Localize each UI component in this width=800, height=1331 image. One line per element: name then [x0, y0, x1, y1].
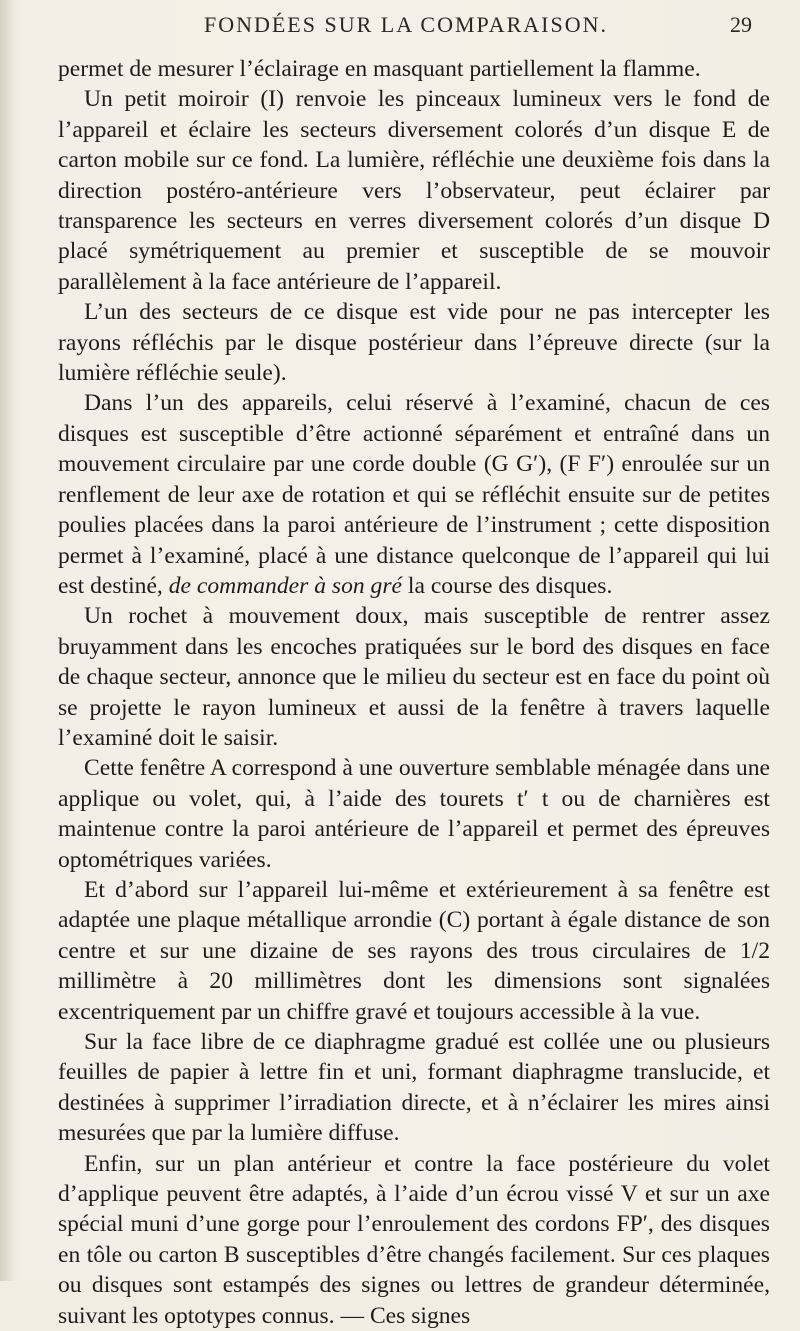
- running-title: FONDÉES SUR LA COMPARAISON.: [203, 12, 609, 37]
- paragraph: permet de mesurer l’éclairage en masquant partiellement la flamme.: [58, 56, 701, 82]
- paragraph: Enfin, sur un plan antérieur et contre la face postérieure du volet d’applique peuvent être adaptés, à l’aide d’un écrou vissé V et sur un axe spécial muni d’une gorge pour l’enroulement des cordons FP′, des disques en tôle ou carton B susceptibles d’être changés facilement. Sur ces plaques ou disques sont estampés des signes ou lettres de grandeur déterminée, suivant les optotypes connus. — Ces signes: [58, 1150, 770, 1329]
- page-gutter-shadow: [0, 0, 14, 1281]
- paragraph-text: la course des disques.: [402, 572, 613, 599]
- paragraph: Et d’abord sur l’appareil lui-même et extérieurement à sa fenêtre est adaptée une plaque métallique arrondie (C) portant à égale distance de son centre et sur une dizaine de ses rayons des trous circulaires de 1/2 millimètre à 20 millimètres dont les dimensions sont signalées excentriquement par un chiffre gravé et toujours accessible à la vue.: [58, 876, 770, 1025]
- emphasis-text: de commander à son gré: [168, 572, 403, 599]
- page-header: [60, 10, 752, 44]
- paragraph: Sur la face libre de ce diaphragme gradué est collée une ou plusieurs feuilles de papier à lettre fin et uni, formant diaphragme translucide, et destinées à supprimer l’irradiation directe, et à n’éclairer les mires ainsi mesurées que par la lumière diffuse.: [58, 1029, 770, 1147]
- page-number: 29: [730, 12, 752, 37]
- body-text: [58, 54, 770, 1331]
- paragraph: Un petit moiroir (I) renvoie les pinceaux lumineux vers le fond de l’appareil et éclaire les secteurs diversement colorés d’un disque E de carton mobile sur ce fond. La lumière, réfléchie une deuxième fois dans la direction postéro-antérieure vers l’observateur, peut éclairer par transparence les secteurs en verres diversement colorés d’un disque D placé symétriquement au premier et susceptible de se mouvoir parallèlement à la face antérieure de l’appareil.: [58, 86, 770, 295]
- paragraph: L’un des secteurs de ce disque est vide pour ne pas intercepter les rayons réfléchis par le disque postérieur dans l’épreuve directe (sur la lumière réfléchie seule).: [58, 299, 770, 387]
- paragraph: Cette fenêtre A correspond à une ouverture semblable ménagée dans une applique ou volet, qui, à l’aide des tourets t′ t ou de charnières est maintenue contre la paroi antérieure de l’appareil et permet des épreuves optométriques variées.: [58, 755, 770, 873]
- paragraph: Un rochet à mouvement doux, mais susceptible de rentrer assez bruyamment dans les encoches pratiquées sur le bord des disques en face de chaque secteur, annonce que le milieu du secteur est en face du point où se projette le rayon lumineux et aussi de la fenêtre à travers laquelle l’examiné doit le saisir.: [58, 603, 770, 751]
- paragraph-text: Dans l’un des appareils, celui réservé à l’examiné, chacun de ces disques est susceptible d’être actionné séparément et entraîné dans un mouvement circulaire par une corde double (G G′), (F F′) enroulée sur un renflement de leur axe de rotation et qui se réfléchit ensuite sur de petites poulies placées dans la paroi antérieure de l’instrument ; cette disposition permet à l’examiné, placé à une distance quelconque de l’appareil qui lui est destiné,: [58, 390, 770, 599]
- paragraph: [58, 388, 770, 601]
